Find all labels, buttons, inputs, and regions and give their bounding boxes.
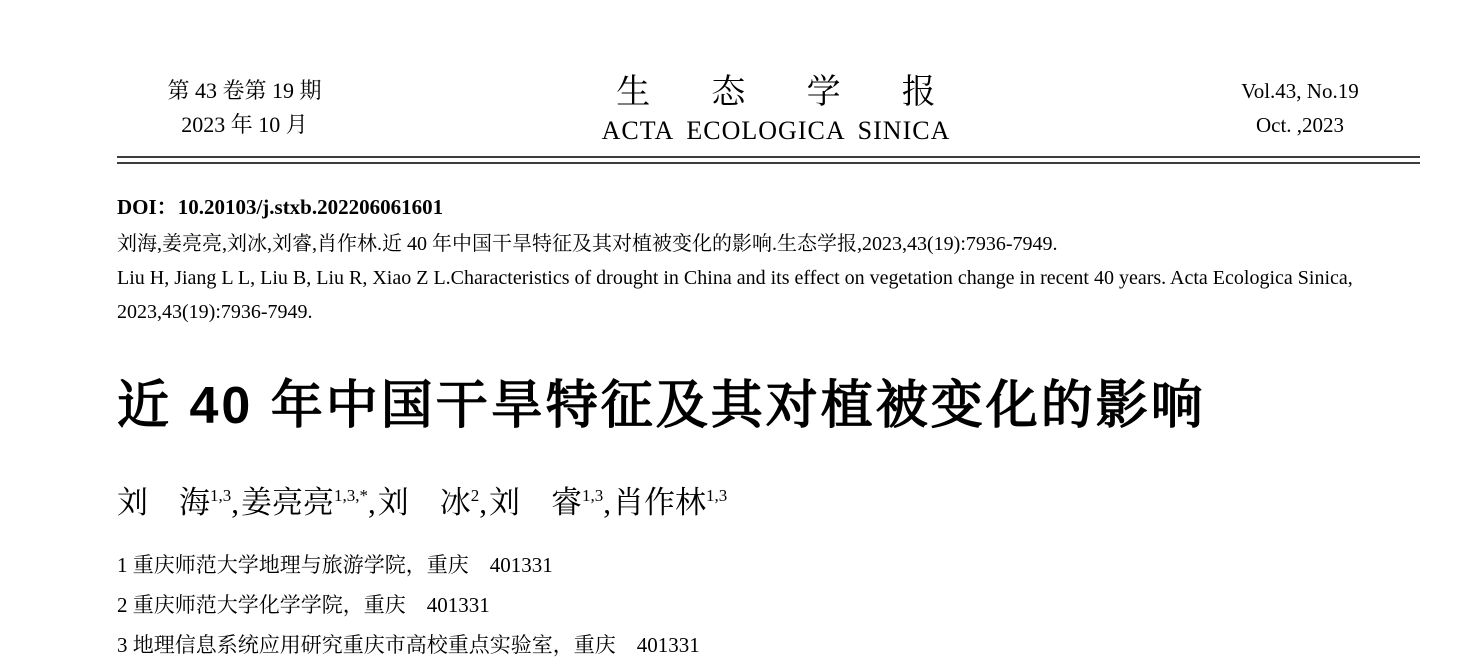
author-name: 肖作林 — [613, 485, 706, 520]
author-name: 刘 海 — [117, 485, 210, 520]
affiliation-1: 1 重庆师范大学地理与旅游学院，重庆 401331 — [117, 553, 553, 577]
author-superscript: 2 — [470, 486, 480, 505]
masthead-center — [372, 74, 1180, 146]
author-name: 刘 冰 — [377, 485, 471, 520]
author-name: 姜亮亮 — [241, 485, 334, 520]
citation-block — [117, 227, 1420, 329]
citation-en-line1: Liu H, Jiang L L, Liu B, Liu R, Xiao Z L.Characteristics of drought in China and its effect on vegetation change in recent 40 years. Acta Ecologica Sinica, — [117, 267, 1353, 289]
author-separator: , — [231, 485, 239, 520]
doi-line — [117, 196, 1420, 218]
journal-title-en: ACTA ECOLOGICA SINICA — [601, 116, 951, 145]
affiliations-list — [117, 545, 1420, 665]
author-superscript: 1,3,* — [334, 486, 368, 505]
author-superscript: 1,3 — [706, 486, 728, 505]
author-superscript: 1,3 — [210, 486, 232, 505]
doi-value: 10.20103/j.stxb.202206061601 — [177, 195, 444, 219]
author-separator: , — [603, 485, 611, 520]
date-cn: 2023 年 10 月 — [181, 112, 308, 137]
citation-en-line2: 2023,43(19):7936-7949. — [117, 301, 313, 323]
affiliation-2: 2 重庆师范大学化学学院，重庆 401331 — [117, 593, 490, 617]
doi-label: DOI： — [117, 195, 178, 219]
volume-issue-en: Vol.43, No.19 — [1241, 79, 1359, 103]
affiliation-3: 3 地理信息系统应用研究重庆市高校重点实验室，重庆 401331 — [117, 633, 700, 657]
authors-line — [117, 483, 1420, 523]
author-separator: , — [479, 485, 487, 520]
masthead-double-rule — [117, 156, 1420, 164]
masthead-left — [117, 74, 372, 142]
journal-title-cn: 生态学报 — [616, 74, 997, 111]
author-name: 刘 睿 — [489, 485, 582, 520]
author-superscript: 1,3 — [582, 486, 604, 505]
date-en: Oct. ,2023 — [1255, 113, 1345, 137]
author-separator: , — [368, 485, 376, 520]
volume-issue-cn: 第 43 卷第 19 期 — [167, 78, 322, 103]
masthead-right — [1180, 74, 1420, 142]
journal-masthead — [117, 74, 1420, 146]
citation-cn: 刘海,姜亮亮,刘冰,刘睿,肖作林.近 40 年中国干旱特征及其对植被变化的影响.生态学报,2023,43(19):7936-7949. — [117, 233, 1058, 255]
article-title: 近 40 年中国干旱特征及其对植被变化的影响 — [117, 377, 1206, 435]
